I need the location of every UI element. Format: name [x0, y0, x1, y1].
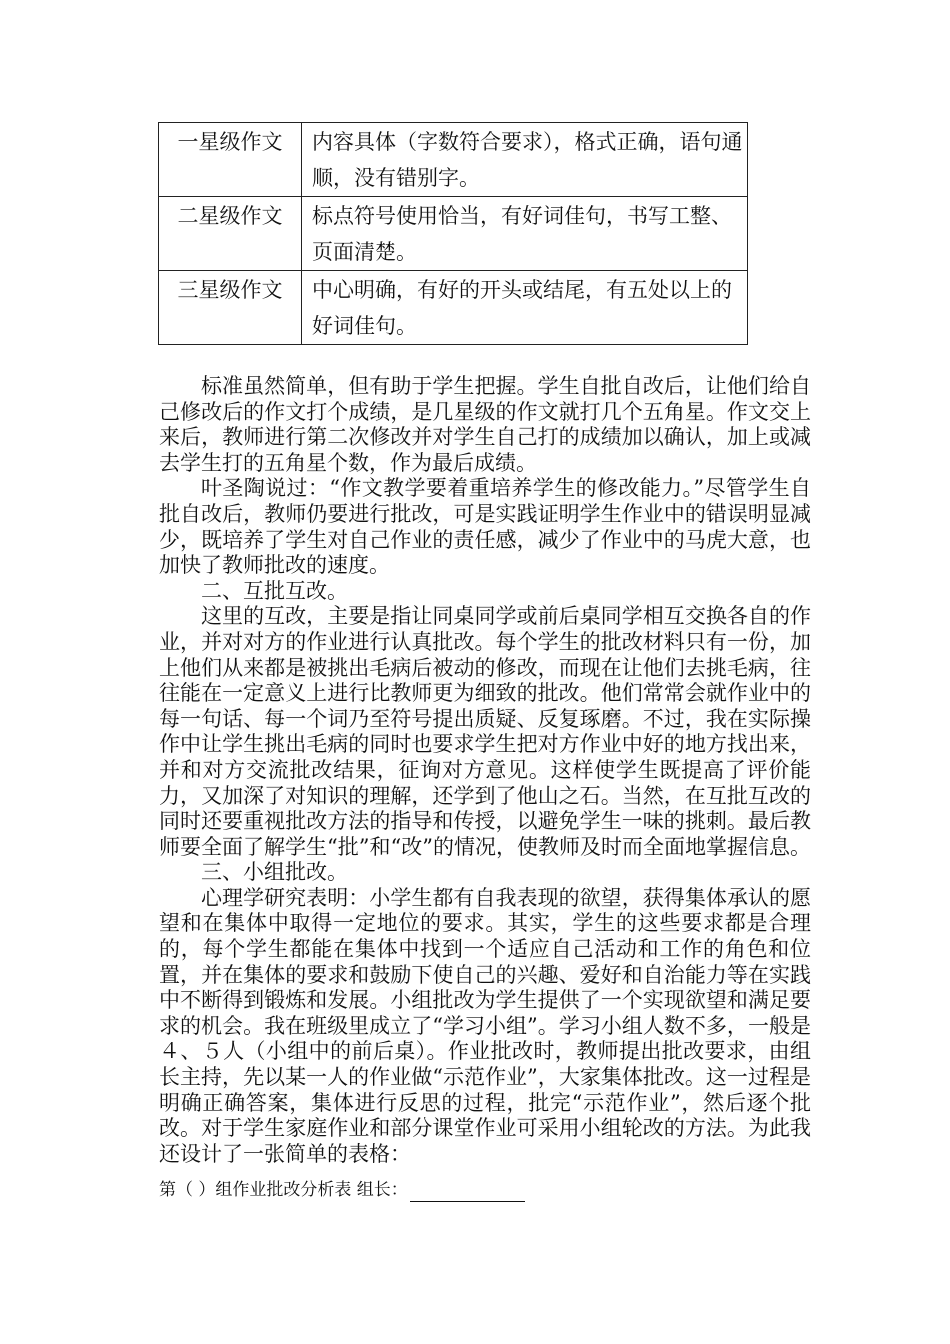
group-analysis-form-caption — [159, 1178, 525, 1202]
group-leader-blank — [410, 1181, 525, 1202]
table-row — [159, 271, 748, 345]
paragraph-group-review: 心理学研究表明：小学生都有自我表现的欲望，获得集体承认的愿望和在集体中取得一定地位的要求。其实，学生的这些要求都是合理的，每个学生都能在集体中找到一个适应自己活动和工作的角色和位置，并在集体的要求和鼓励下使自己的兴趣、爱好和自治能力等在实践中不断得到锻炼和发展。小组批改为学生提供了一个实现欲望和满足要求的机会。我在班级里成立了“学习小组”。学习小组人数不多，一般是４、５人（小组中的前后桌）。作业批改时，教师提出批改要求，由组长主持，先以某一人的作业做“示范作业”，大家集体批改。这一过程是明确正确答案，集体进行反思的过程，批完“示范作业”，然后逐个批改。对于学生家庭作业和部分课堂作业可采用小组轮改的方法。为此我还设计了一张简单的表格： — [159, 885, 811, 1166]
paragraph-peer-review: 这里的互改，主要是指让同桌同学或前后桌同学相互交换各自的作业，并对对方的作业进行认真批改。每个学生的批改材料只有一份，加上他们从来都是被挑出毛病后被动的修改，而现在让他们去挑毛病，往往能在一定意义上进行比教师更为细致的批改。他们常常会就作业中的每一句话、每一个词乃至符号提出质疑、反复琢磨。不过，我在实际操作中让学生挑出毛病的同时也要求学生把对方作业中好的地方找出来，并和对方交流批改结果，征询对方意见。这样使学生既提高了评价能力，又加深了对知识的理解，还学到了他山之石。当然，在互批互改的同时还要重视批改方法的指导和传授，以避免学生一味的挑刺。最后教师要全面了解学生“批”和“改”的情况，使教师及时而全面地掌握信息。 — [159, 604, 811, 859]
description-cell: 中心明确，有好的开头或结尾，有五处以上的好词佳句。 — [302, 271, 748, 345]
form-caption-text: 第（ ）组作业批改分析表 组长： — [159, 1180, 408, 1200]
grade-cell: 三星级作文 — [159, 271, 302, 345]
table-row — [159, 123, 748, 197]
star-grade-table — [158, 122, 748, 345]
paragraph-standard-summary: 标准虽然简单，但有助于学生把握。学生自批自改后，让他们给自己修改后的作文打个成绩，是几星级的作文就打几个五角星。作文交上来后，教师进行第二次修改并对学生自己打的成绩加以确认，加上或减去学生打的五角星个数，作为最后成绩。 — [159, 374, 811, 475]
description-cell: 内容具体（字数符合要求），格式正确，语句通顺，没有错别字。 — [302, 123, 748, 197]
section-heading-peer-review: 二、互批互改。 — [201, 578, 348, 603]
grade-cell: 一星级作文 — [159, 123, 302, 197]
paragraph-ye-shengtao-quote: 叶圣陶说过：“作文教学要着重培养学生的修改能力。”尽管学生自批自改后，教师仍要进行批改，可是实践证明学生作业中的错误明显减少，既培养了学生对自己作业的责任感，减少了作业中的马虎大意，也加快了教师批改的速度。 — [159, 476, 811, 578]
grade-cell: 二星级作文 — [159, 197, 302, 271]
description-cell: 标点符号使用恰当，有好词佳句，书写工整、页面清楚。 — [302, 197, 748, 271]
document-body — [159, 374, 811, 1167]
section-heading-group-review: 三、小组批改。 — [201, 860, 348, 885]
table-row — [159, 197, 748, 271]
